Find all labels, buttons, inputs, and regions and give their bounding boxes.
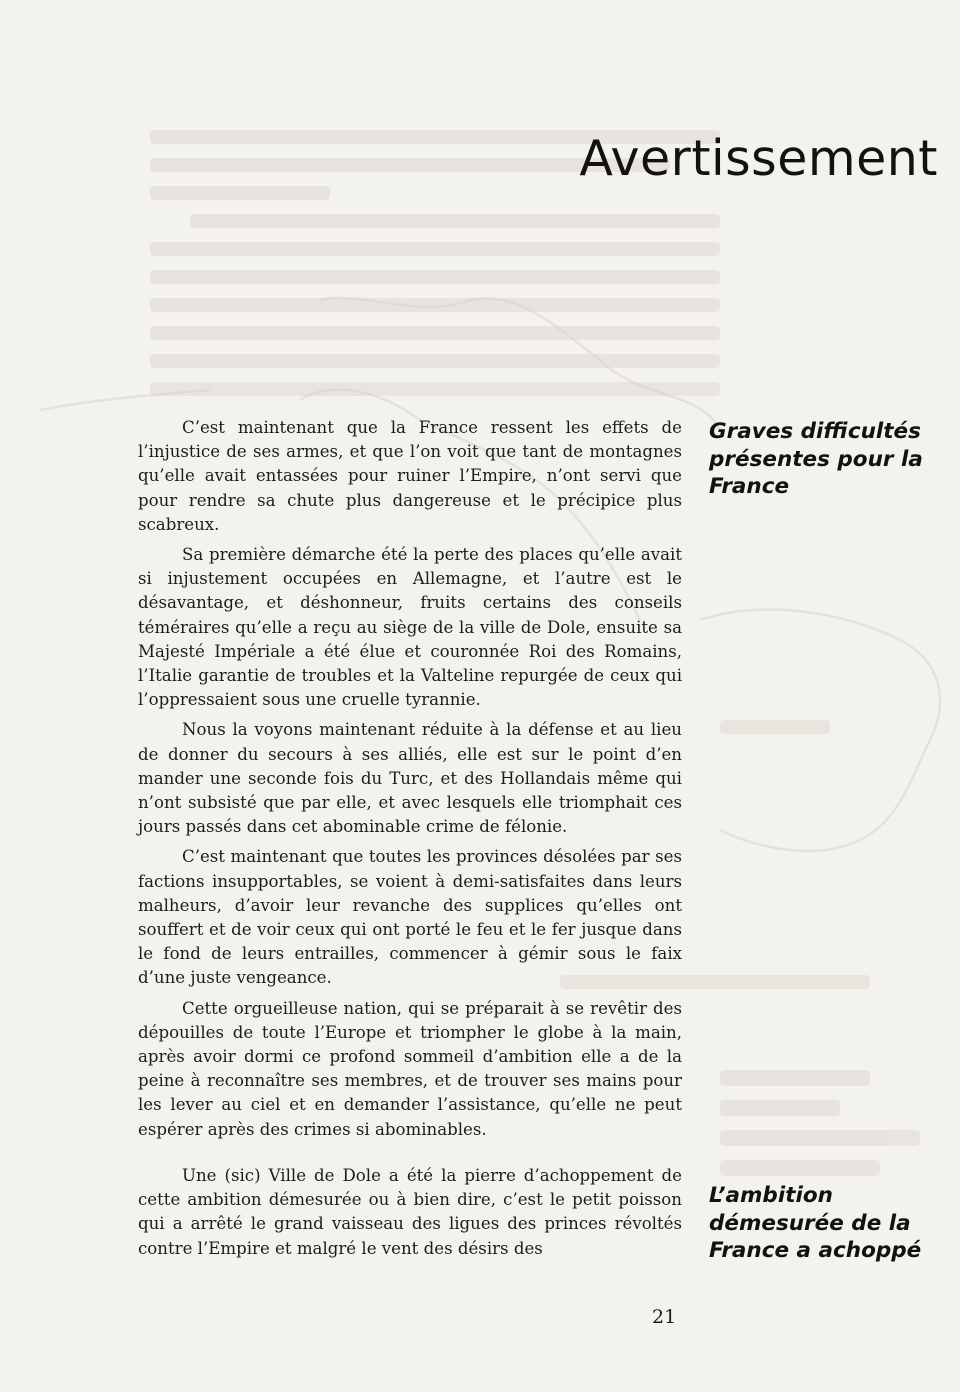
margin-note: L’ambition démesurée de la France a achoppé (709, 1183, 922, 1263)
page-title: Avertissement (579, 130, 938, 187)
paragraph: Une (sic) Ville de Dole a été la pierre d’achoppement de cette ambition démesurée ou à bien dire, c’est le petit poisson qui a arrêté le grand vaisseau des ligues des princes révoltés contre l’Empire et malgré le vent des désirs des (138, 1165, 682, 1258)
body-text (138, 416, 682, 1267)
paragraph: C’est maintenant que toutes les provinces désolées par ses factions insupportables, se voient à demi-satisfaites dans leurs malheurs, d’avoir leur revanche des supplices qu’elles ont souffert et de voir ceux qui ont porté le feu et le fer jusque dans le fond de leurs entrailles, commencer à gémir sous le faix d’une juste vengeance. (138, 847, 682, 988)
paragraph: Sa première démarche été la perte des places qu’elle avait si injustement occupées en Allemagne, et l’autre est le désavantage, et déshonneur, fruits certains des conseils téméraires qu’elle a reçu au siège de la ville de Dole, ensuite sa Majesté Impériale a été élue et couronnée Roi des Romains, l’Italie garantie de troubles et la Valteline repurgée de ceux qui l’oppressaient sous une cruelle tyrannie. (138, 545, 682, 710)
paragraph: Cette orgueilleuse nation, qui se préparait à se revêtir des dépouilles de toute l’Europe et triompher le globe à la main, après avoir dormi ce profond sommeil d’ambition elle a de la peine à reconnaître ses membres, et de trouver ses mains pour les lever au ciel et en demander l’assistance, qu’elle ne peut espérer après des crimes si abominables. (138, 998, 682, 1139)
paragraph: C’est maintenant que la France ressent les effets de l’injustice de ses armes, et que l’on voit que tant de montagnes qu’elle avait entassées pour ruiner l’Empire, n’ont servi que pour rendre sa chute plus dangereuse et le précipice plus scabreux. (138, 418, 682, 534)
paragraph: Nous la voyons maintenant réduite à la défense et au lieu de donner du secours à ses alliés, elle est sur le point d’en mander une seconde fois du Turc, et des Hollandais même qui n’ont subsisté que par elle, et avec lesquels elle triomphait ces jours passés dans cet abominable crime de félonie. (138, 720, 682, 837)
page-number: 21 (652, 1306, 677, 1328)
margin-note: Graves difficultés présentes pour la France (709, 419, 923, 499)
